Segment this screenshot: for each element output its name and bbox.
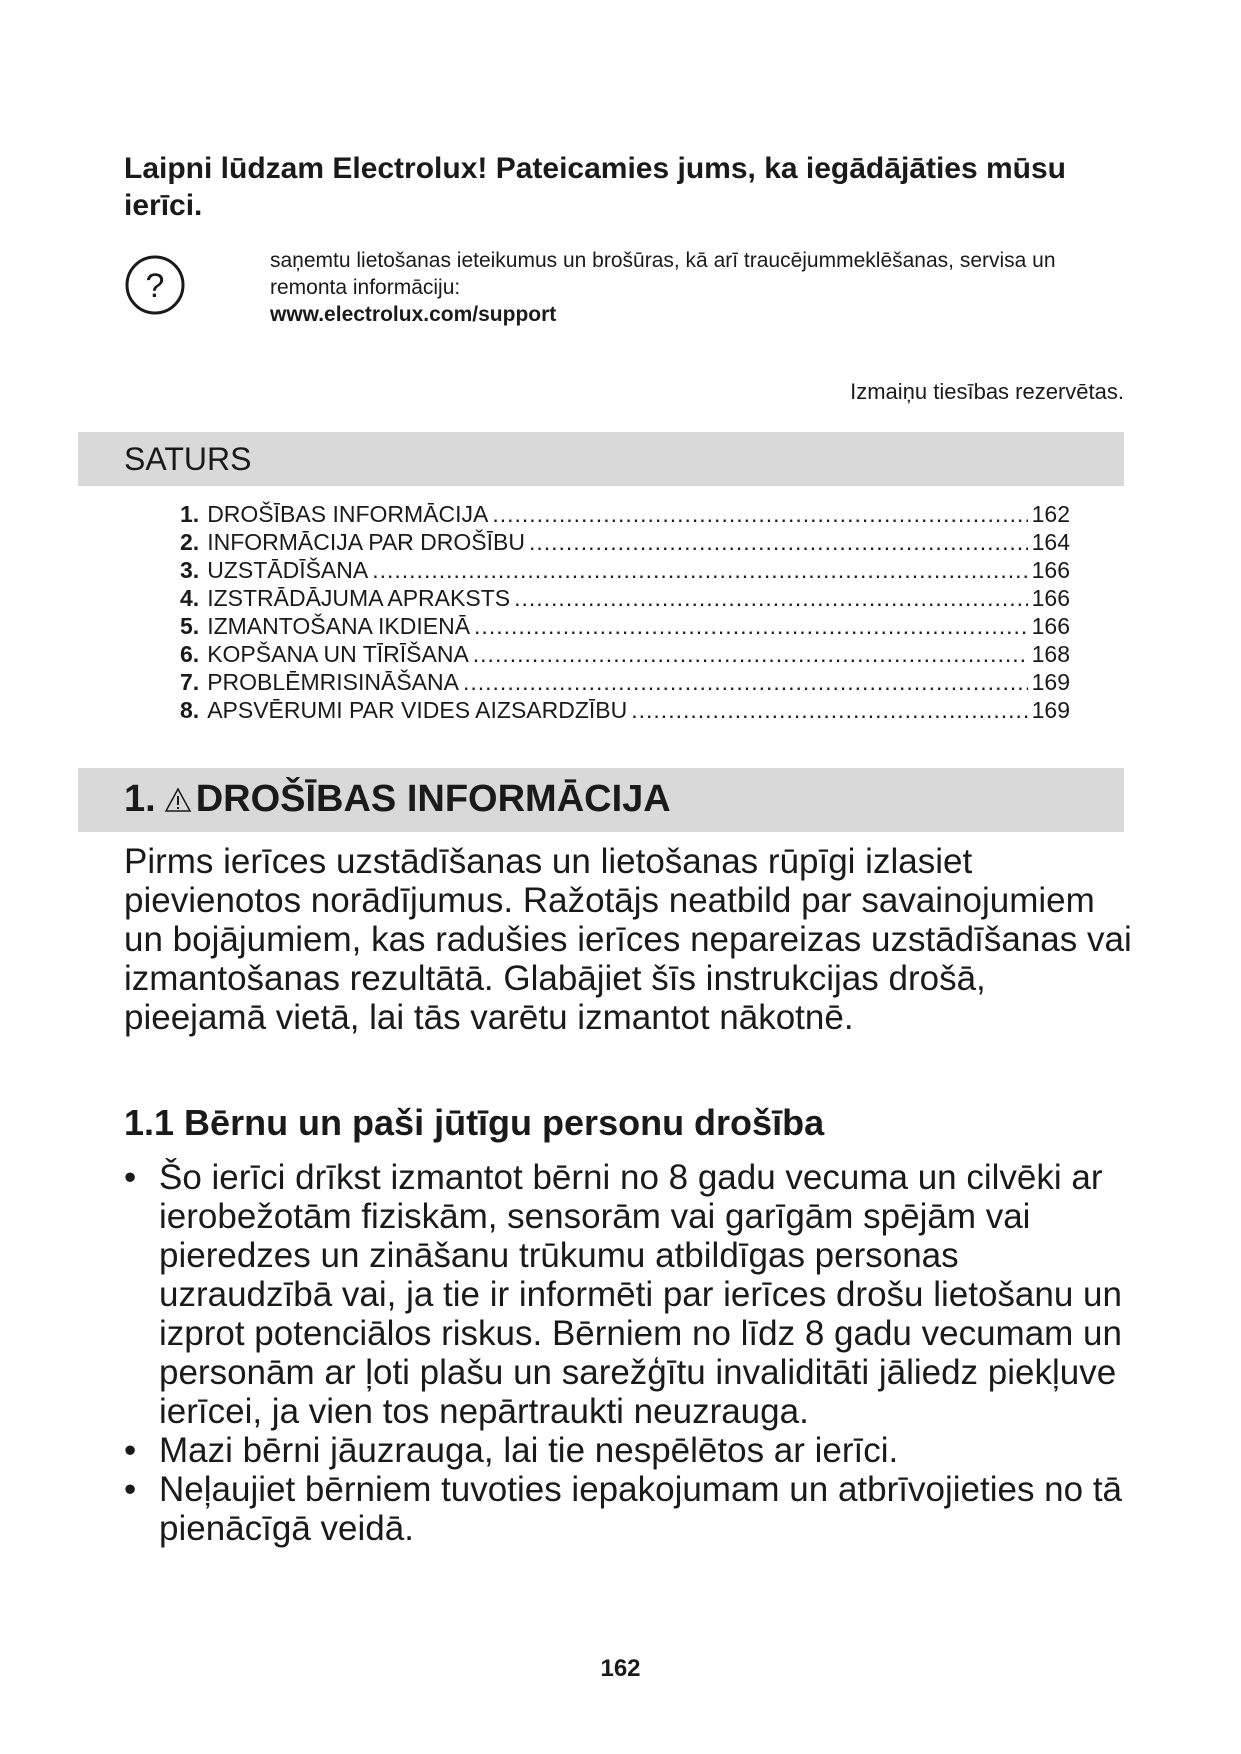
toc-entry[interactable] xyxy=(180,584,1070,612)
toc-entry[interactable] xyxy=(180,612,1070,640)
toc-leader-dots xyxy=(474,612,1028,640)
toc-entry[interactable] xyxy=(180,668,1070,696)
toc-entry-page: 169 xyxy=(1031,669,1070,695)
bullet-text: Neļaujiet bērniem tuvoties iepakojumam un atbrīvojieties no tā pienācīgā veidā. xyxy=(159,1470,1123,1548)
list-item xyxy=(124,1158,1134,1431)
table-of-contents xyxy=(180,500,1070,724)
support-text: saņemtu lietošanas ieteikumus un brošūras, kā arī traucējummeklēšanas, servisa un remonta informāciju: xyxy=(270,249,1056,299)
bullet-marker: • xyxy=(124,1431,137,1470)
subsection-heading: 1.1 Bērnu un paši jūtīgu personu drošība xyxy=(124,1102,825,1143)
toc-leader-dots xyxy=(529,528,1028,556)
toc-entry-page: 164 xyxy=(1031,529,1070,555)
section-header-band xyxy=(78,768,1124,832)
toc-entry-title: APSVĒRUMI PAR VIDES AIZSARDZĪBU xyxy=(207,697,628,723)
toc-leader-dots xyxy=(463,668,1028,696)
toc-entry-number: 5. xyxy=(180,613,200,639)
toc-leader-dots xyxy=(492,500,1027,528)
toc-entry-number: 7. xyxy=(180,669,200,695)
toc-entry-title: IZMANTOŠANA IKDIENĀ xyxy=(207,613,471,639)
section-number: 1. xyxy=(124,778,156,820)
toc-entry-page: 166 xyxy=(1031,613,1070,639)
section-title: DROŠĪBAS INFORMĀCIJA xyxy=(195,778,671,820)
toc-entry-page: 166 xyxy=(1031,557,1070,583)
welcome-heading: Laipni lūdzam Electrolux! Pateicamies jums, ka iegādājāties mūsu ierīci. xyxy=(124,152,1066,222)
toc-entry-page: 169 xyxy=(1031,697,1070,723)
toc-entry-number: 3. xyxy=(180,557,200,583)
toc-leader-dots xyxy=(372,556,1027,584)
toc-entry-page: 162 xyxy=(1031,501,1070,527)
toc-entry-number: 6. xyxy=(180,641,200,667)
svg-text:?: ? xyxy=(145,267,165,305)
page-number: 162 xyxy=(600,1655,641,1682)
section-heading xyxy=(124,778,671,821)
toc-entry-number: 1. xyxy=(180,501,200,527)
bullet-marker: • xyxy=(124,1470,137,1509)
bullet-text: Šo ierīci drīkst izmantot bērni no 8 gadu vecuma un cilvēki ar ierobežotām fiziskām, sensorām vai garīgām spējām vai pieredzes un zināšanu trūkumu atbildīgas personas uzraudzībā vai, ja tie ir informēti par ierīces drošu lietošanu un izprot potenciālos riskus. Bērniem no līdz 8 gadu vecumam un personām ar ļoti plašu un sarežģītu invaliditāti jāliedz piekļuve ierīcei, ja vien tos nepārtraukti neuzrauga. xyxy=(159,1158,1122,1431)
support-link[interactable]: www.electrolux.com/support xyxy=(270,303,557,326)
question-icon xyxy=(124,254,186,316)
section-intro: Pirms ierīces uzstādīšanas un lietošanas rūpīgi izlasiet pievienotos norādījumus. Ražotājs neatbild par savainojumiem un bojājumiem, kas radušies ierīces nepareizas uzstādīšanas vai izmantošanas rezultātā. Glabājiet šīs instrukcijas drošā, pieejamā vietā, lai tās varētu izmantot nākotnē. xyxy=(124,842,1132,1037)
toc-entry-number: 2. xyxy=(180,529,200,555)
warning-icon xyxy=(164,787,192,813)
toc-leader-dots xyxy=(631,696,1027,724)
toc-entry[interactable] xyxy=(180,640,1070,668)
toc-entry-title: DROŠĪBAS INFORMĀCIJA xyxy=(207,501,489,527)
toc-entry-number: 8. xyxy=(180,697,200,723)
toc-entry-title: UZSTĀDĪŠANA xyxy=(207,557,369,583)
rights-notice: Izmaiņu tiesības rezervētas. xyxy=(850,379,1124,404)
list-item xyxy=(124,1470,1134,1548)
toc-entry-page: 166 xyxy=(1031,585,1070,611)
contents-title: SATURS xyxy=(124,441,252,477)
support-info xyxy=(270,247,1130,328)
safety-bullet-list xyxy=(124,1158,1134,1548)
list-item xyxy=(124,1431,1134,1470)
toc-entry[interactable] xyxy=(180,528,1070,556)
toc-leader-dots xyxy=(473,640,1028,668)
bullet-marker: • xyxy=(124,1158,137,1197)
toc-entry-title: INFORMĀCIJA PAR DROŠĪBU xyxy=(207,529,525,555)
toc-entry-title: IZSTRĀDĀJUMA APRAKSTS xyxy=(207,585,511,611)
bullet-text: Mazi bērni jāuzrauga, lai tie nespēlētos ar ierīci. xyxy=(159,1431,899,1470)
toc-entry-title: PROBLĒMRISINĀŠANA xyxy=(207,669,459,695)
toc-entry-title: KOPŠANA UN TĪRĪŠANA xyxy=(207,641,469,667)
toc-entry[interactable] xyxy=(180,556,1070,584)
toc-entry-number: 4. xyxy=(180,585,200,611)
contents-header-band xyxy=(78,432,1124,486)
toc-entry-page: 168 xyxy=(1031,641,1070,667)
toc-entry[interactable] xyxy=(180,500,1070,528)
toc-leader-dots xyxy=(514,584,1028,612)
toc-entry[interactable] xyxy=(180,696,1070,724)
